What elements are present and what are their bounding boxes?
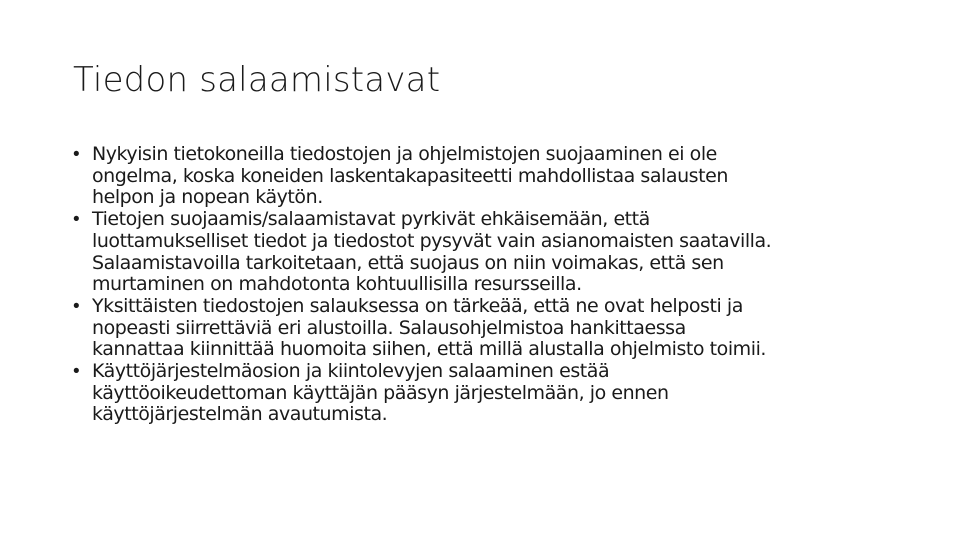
bullet-dot-icon: • [73,295,80,317]
bullet-item [73,296,893,361]
bullet-line: Nykyisin tietokoneilla tiedostojen ja ohjelmistojen suojaaminen ei ole [92,143,717,165]
bullet-line: kannattaa kiinnittää huomoita siihen, että millä alustalla ohjelmisto toimii. [92,338,766,361]
bullet-text [92,144,893,209]
bullet-line: käyttöoikeudettoman käyttäjän pääsyn järjestelmään, jo ennen [92,381,669,404]
bullet-line: luottamukselliset tiedot ja tiedostot pysyvät vain asianomaisten saatavilla. [92,229,772,252]
bullet-line: nopeasti siirrettäviä eri alustoilla. Salausohjelmistoa hankittaessa [92,316,686,339]
bullet-text [92,361,893,426]
bullet-line: ongelma, koska koneiden laskentakapasiteetti mahdollistaa salausten [92,164,728,187]
slide-title: Tiedon salaamistavat [73,60,441,100]
bullet-item [73,144,893,209]
bullet-line: helpon ja nopean käytön. [92,186,323,209]
bullet-line: Käyttöjärjestelmäosion ja kiintolevyjen salaaminen estää [92,360,610,383]
bullet-text [92,296,893,361]
bullet-line: Tietojen suojaamis/salaamistavat pyrkivät ehkäisemään, että [92,208,650,231]
bullet-list [73,144,893,426]
bullet-line: Salaamistavoilla tarkoitetaan, että suojaus on niin voimakas, että sen [92,251,724,274]
bullet-line: murtaminen on mahdotonta kohtuullisilla resursseilla. [92,273,582,296]
bullet-line: Yksittäisten tiedostojen salauksessa on tärkeää, että ne ovat helposti ja [92,294,743,317]
bullet-item [73,361,893,426]
bullet-item [73,209,893,296]
bullet-dot-icon: • [73,361,80,383]
bullet-text [92,209,893,296]
bullet-dot-icon: • [73,144,80,165]
bullet-dot-icon: • [73,209,80,231]
bullet-line: käyttöjärjestelmän avautumista. [92,403,388,426]
